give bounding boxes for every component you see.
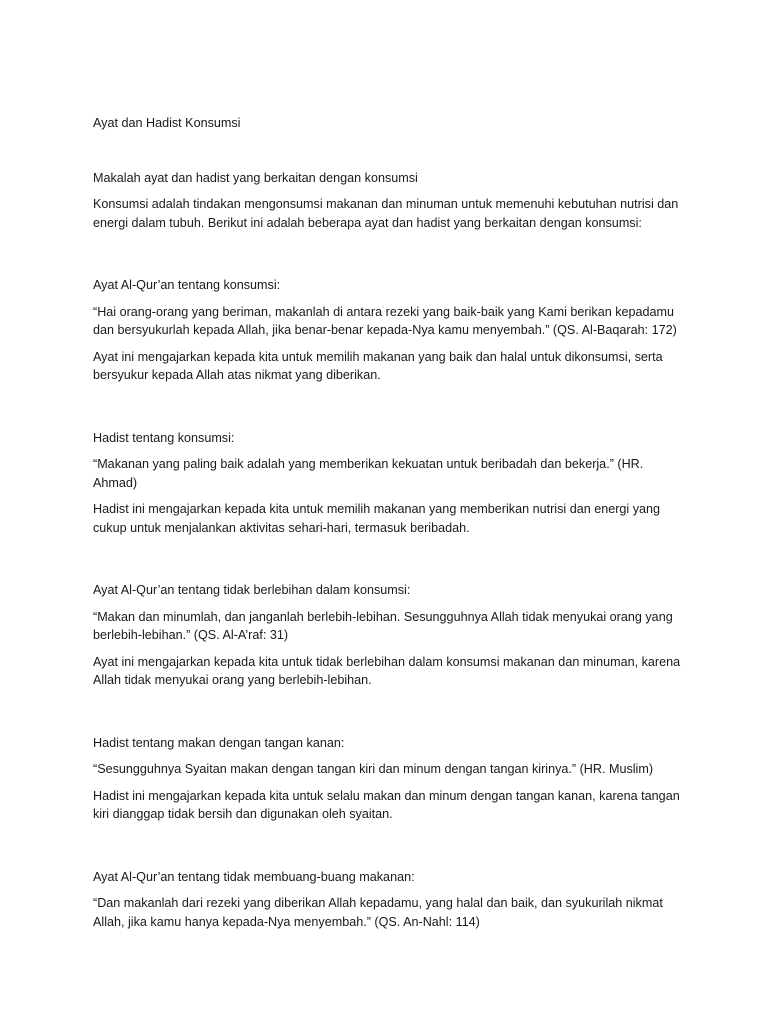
- document-body: [93, 114, 683, 939]
- document-subtitle: Makalah ayat dan hadist yang berkaitan dengan konsumsi: [93, 170, 418, 185]
- spacer: [93, 393, 683, 429]
- section-quote: “Hai orang-orang yang beriman, makanlah di antara rezeki yang baik-baik yang Kami berikan kepadamu dan bersyukurlah kepada Allah, jika benar-benar kepada-Nya kamu menyembah.” (QS. Al-Baqarah: 172): [93, 304, 677, 337]
- section-quote: “Makanan yang paling baik adalah yang memberikan kekuatan untuk beribadah dan bekerja.” (HR. Ahmad): [93, 457, 644, 490]
- document-title: Ayat dan Hadist Konsumsi: [93, 116, 241, 130]
- section-heading: Hadist tentang konsumsi:: [93, 430, 235, 445]
- section-explanation: Hadist ini mengajarkan kepada kita untuk memilih makanan yang memberikan nutrisi dan energi yang cukup untuk menjalankan aktivitas sehari-hari, termasuk beribadah.: [93, 502, 661, 535]
- section-quote: “Dan makanlah dari rezeki yang diberikan Allah kepadamu, yang halal dan baik, dan syukurilah nikmat Allah, jika kamu hanya kepada-Nya menyembah.” (QS. An-Nahl: 114): [93, 896, 663, 929]
- section-explanation: Ayat ini mengajarkan kepada kita untuk tidak berlebihan dalam konsumsi makanan dan minuman, karena Allah tidak menyukai orang yang berlebih-lebihan.: [93, 654, 681, 687]
- section-heading: Ayat Al-Qur’an tentang tidak berlebihan dalam konsumsi:: [93, 583, 411, 597]
- spacer: [93, 240, 683, 276]
- spacer: [93, 133, 683, 169]
- section-heading: Ayat Al-Qur’an tentang tidak membuang-buang makanan:: [93, 869, 415, 884]
- section-heading: Hadist tentang makan dengan tangan kanan:: [93, 735, 345, 750]
- section-heading: Ayat Al-Qur’an tentang konsumsi:: [93, 278, 281, 292]
- section-quote: “Makan dan minumlah, dan janganlah berlebih-lebihan. Sesungguhnya Allah tidak menyukai orang yang berlebih-lebihan.” (QS. Al-A’raf: 31): [93, 609, 673, 642]
- spacer: [93, 545, 683, 581]
- spacer: [93, 698, 683, 734]
- section-explanation: Hadist ini mengajarkan kepada kita untuk selalu makan dan minum dengan tangan kanan, karena tangan kiri dianggap tidak bersih dan digunakan oleh syaitan.: [93, 788, 680, 821]
- intro-paragraph: Konsumsi adalah tindakan mengonsumsi makanan dan minuman untuk memenuhi kebutuhan nutrisi dan energi dalam tubuh. Berikut ini adalah beberapa ayat dan hadist yang berkaitan dengan konsumsi:: [93, 197, 679, 230]
- spacer: [93, 832, 683, 868]
- section-quote: “Sesungguhnya Syaitan makan dengan tangan kiri dan minum dengan tangan kirinya.” (HR. Muslim): [93, 762, 654, 776]
- section-explanation: Ayat ini mengajarkan kepada kita untuk memilih makanan yang baik dan halal untuk dikonsumsi, serta bersyukur kepada Allah atas nikmat yang diberikan.: [93, 349, 663, 382]
